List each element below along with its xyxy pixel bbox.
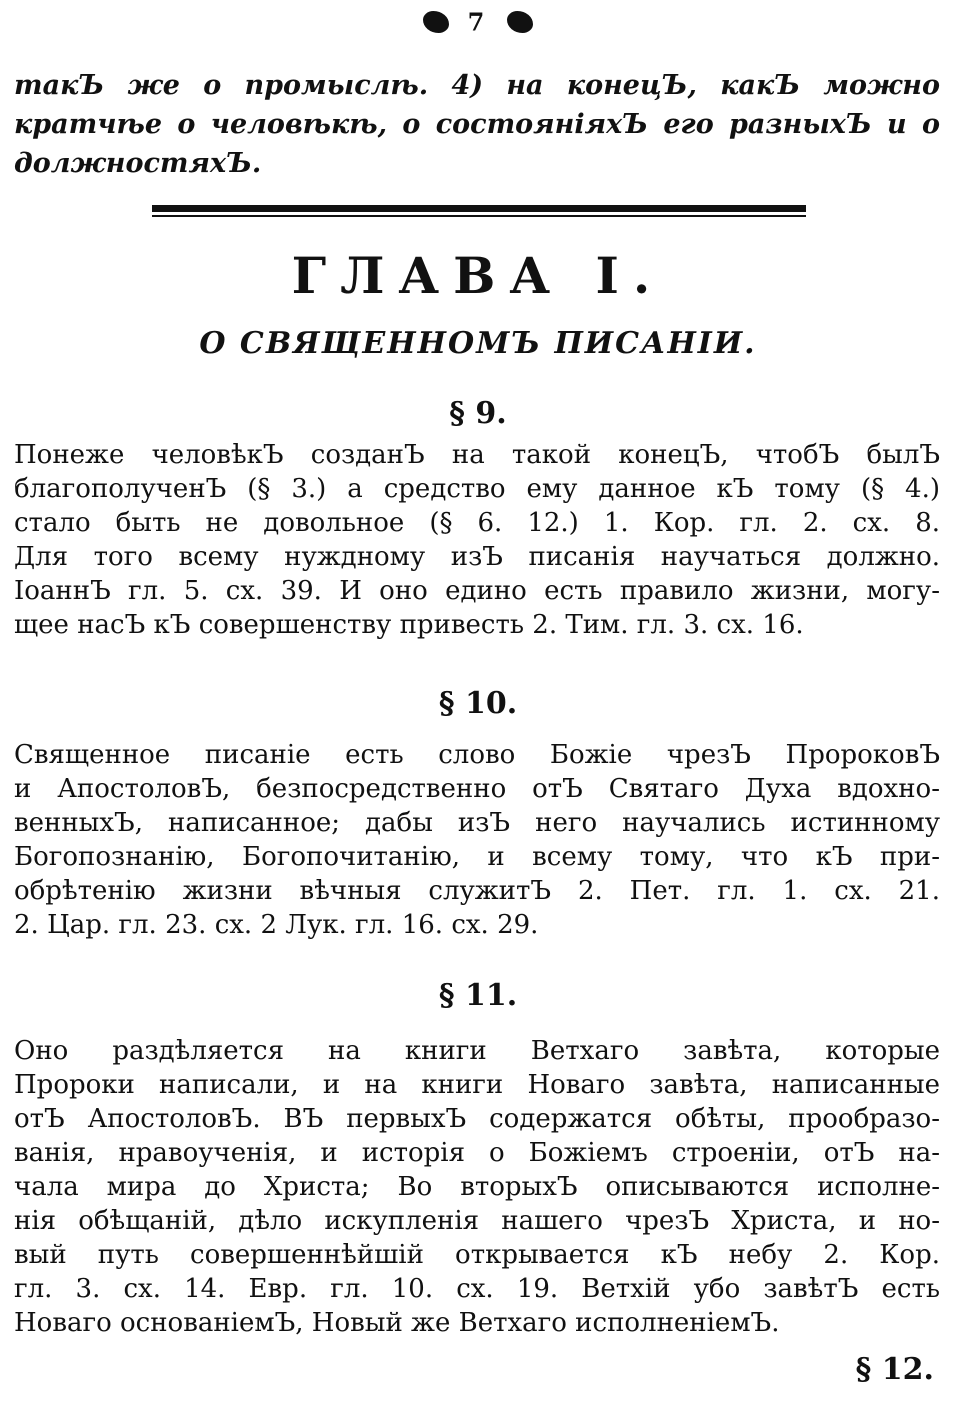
- section-mark-11: § 11.: [438, 978, 518, 1013]
- section-paragraph-10: [14, 738, 940, 942]
- text-line: IоаннЪ гл. 5. сх. 39. И оно едино есть правило жизни, могу-: [14, 576, 940, 606]
- chapter-divider: [152, 205, 806, 217]
- text-line: гл. 3. сх. 14. Евр. гл. 10. сх. 19. Ветхiй убо завѣтЪ есть: [14, 1274, 940, 1304]
- section-mark-10: § 10.: [438, 686, 518, 721]
- text-line: отЪ АпостоловЪ. ВЪ первыхЪ содержатся обѣты, прообразо-: [14, 1104, 940, 1134]
- section-mark-9: § 9.: [449, 396, 507, 431]
- text-line: Пророки написали, и на книги Новаго завѣта, написанные: [14, 1070, 940, 1100]
- section-paragraph-11: [14, 1034, 940, 1340]
- text-line: 2. Цар. гл. 23. сх. 2 Лук. гл. 16. сх. 29.: [14, 910, 539, 940]
- text-line: обрѣтенiю жизни вѣчныя служитЪ 2. Пет. гл. 1. сх. 21.: [14, 876, 940, 906]
- text-line: вый путь совершеннѣйшiй открывается кЪ небу 2. Кор.: [14, 1240, 940, 1270]
- intro-paragraph: такЪ же о промыслѣ. 4) на конецЪ, какЪ можно кратчѣе о человѣкѣ, о состоянiяхЪ его разныхЪ и о должностяхЪ.: [14, 70, 940, 179]
- section-paragraph-9: [14, 438, 940, 642]
- catchword: § 12.: [855, 1352, 934, 1387]
- text-line: благополученЪ (§ 3.) а средство ему данное кЪ тому (§ 4.): [14, 474, 940, 504]
- text-line: Богопознанiю, Богопочитанiю, и всему тому, что кЪ при-: [14, 842, 940, 872]
- text-line: Священное писанiе есть слово Божiе чрезЪ ПророковЪ: [14, 740, 940, 770]
- text-line: Для того всему нуждному изЪ писанiя научаться должно.: [14, 542, 940, 572]
- text-line: Новаго основанiемЪ, Новый же Ветхаго исполненiемЪ.: [14, 1308, 780, 1338]
- text-line: венныхЪ, написанное; дабы изЪ него научались истинному: [14, 808, 940, 838]
- text-line: стало быть не довольное (§ 6. 12.) 1. Кор. гл. 2. сх. 8.: [14, 508, 940, 538]
- page-number: 7: [467, 7, 489, 37]
- text-line: Оно раздѣляется на книги Ветхаго завѣта, которые: [14, 1036, 940, 1066]
- right-ornament-icon: [507, 11, 533, 33]
- text-line: и АпостоловЪ, безпосредственно отЪ Святаго Духа вдохно-: [14, 774, 940, 804]
- chapter-title: ГЛАВА I.: [291, 246, 665, 305]
- chapter-subtitle: О СВЯЩЕННОМЪ ПИСАНIИ.: [199, 326, 757, 361]
- text-line: щее насЪ кЪ совершенству привесть 2. Тим. гл. 3. сх. 16.: [14, 610, 804, 640]
- left-ornament-icon: [423, 11, 449, 33]
- text-line: ванiя, нравоученiя, и исторiя о Божiемъ строенiи, отЪ на-: [14, 1138, 940, 1168]
- page-header: [0, 6, 956, 37]
- text-line: Понеже человѣкЪ созданЪ на такой конецЪ, чтобЪ былЪ: [14, 440, 940, 470]
- text-line: чала мира до Христа; Во вторыхЪ описываются исполне-: [14, 1172, 940, 1202]
- text-line: нiя обѣщанiй, дѣло искупленiя нашего чрезЪ Христа, и но-: [14, 1206, 940, 1236]
